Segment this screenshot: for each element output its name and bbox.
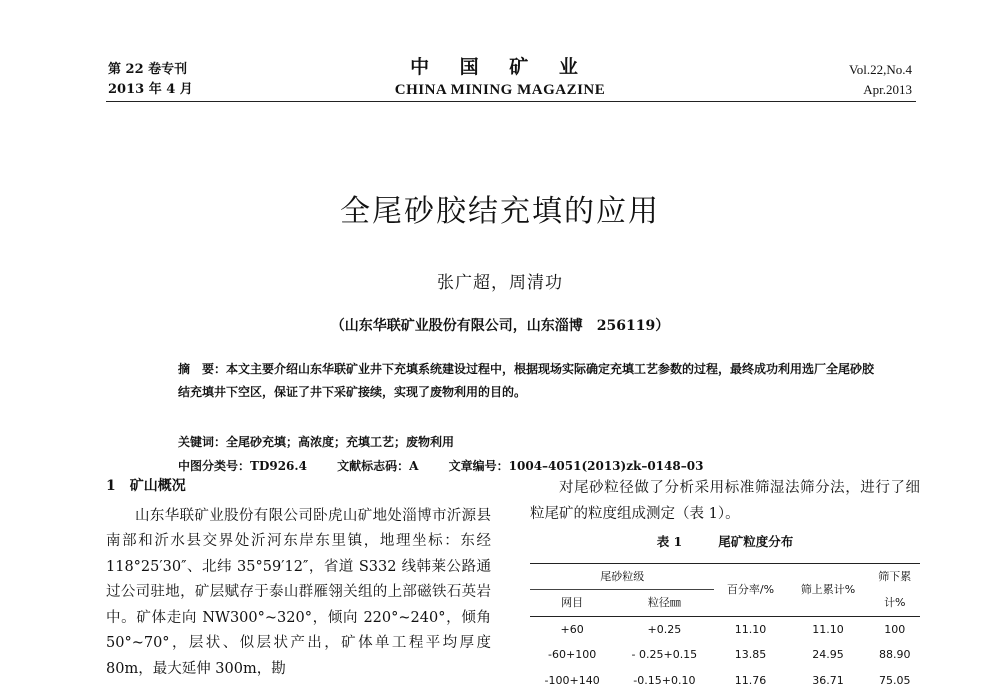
article-meta — [178, 430, 703, 478]
cell: +0.25 — [614, 616, 714, 642]
table-number: 表 1 — [657, 534, 683, 549]
section-heading: 1 矿山概况 — [106, 474, 491, 500]
header-rule — [106, 101, 916, 102]
clc-label: 中图分类号： — [178, 459, 250, 473]
group-header: 尾砂粒级 — [530, 563, 714, 590]
particle-size-table — [530, 563, 920, 693]
keywords-line — [178, 430, 703, 454]
journal-title-en: CHINA MINING MAGAZINE — [0, 79, 1000, 101]
cell: -0.15+0.10 — [614, 668, 714, 693]
cell: 13.85 — [714, 642, 786, 668]
table-caption — [530, 529, 920, 555]
right-paragraph: 对尾砂粒径做了分析采用标准筛湿法筛分法，进行了细粒尾矿的粒度组成测定（表 1）。 — [530, 476, 920, 527]
col-percent: 百分率/% — [714, 563, 786, 616]
cell: 88.90 — [870, 642, 920, 668]
doc-code-label: 文献标志码： — [337, 459, 409, 473]
abstract-text: 本文主要介绍山东华联矿业井下充填系统建设过程中，根据现场实际确定充填工艺参数的过程，最终成功利用选厂全尾砂胶结充填井下空区，保证了井下采矿接续，实现了废物利用的目的。 — [178, 362, 874, 399]
volume-cn: 第 22 卷专刊 — [108, 60, 193, 80]
cell: 100 — [870, 616, 920, 642]
date-en: Apr.2013 — [849, 80, 912, 100]
cell: 11.10 — [714, 616, 786, 642]
col-mesh: 网目 — [530, 590, 614, 617]
keywords-text: 全尾砂充填；高浓度；充填工艺；废物利用 — [226, 435, 454, 449]
cell: +60 — [530, 616, 614, 642]
article-no-label: 文章编号： — [449, 459, 509, 473]
col-cum-under — [870, 563, 920, 616]
cell: 75.05 — [870, 668, 920, 693]
cell: 11.76 — [714, 668, 786, 693]
doc-code-value: A — [409, 459, 418, 473]
cell: - 0.25+0.15 — [614, 642, 714, 668]
header-right — [849, 60, 912, 100]
article-affiliation: （山东华联矿业股份有限公司，山东淄博 256119） — [0, 315, 1000, 335]
table-row — [530, 642, 920, 668]
section-paragraph: 山东华联矿业股份有限公司卧虎山矿地处淄博市沂源县南部和沂水县交界处沂河东岸东里镇，地理坐标：东经 118°25′30″、北纬 35°59′12″，省道 S332 线韩莱公路通过公司驻地，矿层赋存于泰山群雁翎关组的上部磁铁石英岩中。矿体走向 NW300°~320°，倾向 220°~240°，倾角 50°~70°，层状、似层状产出，矿体单工程平均厚度 80m，最大延伸 300m，勘 — [106, 504, 491, 683]
col-diameter: 粒径㎜ — [614, 590, 714, 617]
table-row — [530, 616, 920, 642]
date-cn: 2013 年 4 月 — [108, 80, 193, 100]
clc-value: TD926.4 — [250, 459, 307, 473]
col-cum-under-top: 筛下累 — [870, 564, 920, 590]
cell: 11.10 — [786, 616, 869, 642]
keywords-label: 关键词： — [178, 435, 226, 449]
left-column — [106, 474, 491, 682]
right-column — [530, 476, 920, 693]
article-title: 全尾砂胶结充填的应用 — [0, 186, 1000, 230]
col-cum-over: 筛上累计% — [786, 563, 869, 616]
article-authors: 张广超，周清功 — [0, 268, 1000, 293]
cell: 36.71 — [786, 668, 869, 693]
col-cum-under-bottom: 计% — [870, 590, 920, 616]
volume-en: Vol.22,No.4 — [849, 60, 912, 80]
journal-title-cn: 中 国 矿 业 — [0, 55, 1000, 79]
cell: -60+100 — [530, 642, 614, 668]
table-row — [530, 668, 920, 693]
article-no-value: 1004–4051(2013)zk–0148–03 — [509, 459, 704, 473]
table-caption-text: 尾矿粒度分布 — [718, 534, 793, 549]
cell: 24.95 — [786, 642, 869, 668]
abstract — [178, 358, 878, 404]
cell: -100+140 — [530, 668, 614, 693]
abstract-label: 摘 要： — [178, 362, 226, 376]
